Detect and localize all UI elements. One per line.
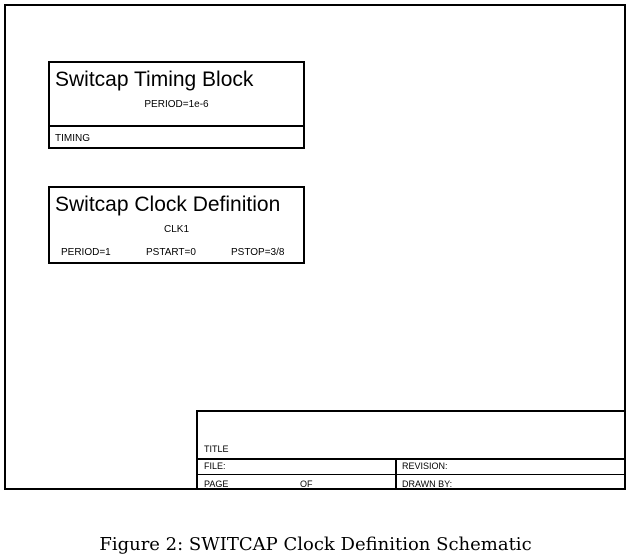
clock-pstart-param: PSTART=0 xyxy=(146,247,196,258)
clock-name: CLK1 xyxy=(163,224,189,235)
drawn-by-label: DRAWN BY: xyxy=(402,479,453,489)
title-block-divider-lower xyxy=(198,474,624,475)
title-block-divider-vertical xyxy=(395,458,397,488)
file-label: FILE: xyxy=(204,461,226,471)
timing-block-title: Switcap Timing Block xyxy=(55,68,254,91)
timing-block-divider xyxy=(50,125,303,127)
clock-period-param: PERIOD=1 xyxy=(61,247,111,258)
timing-block-footer: TIMING xyxy=(55,133,90,144)
switcap-clock-definition-block xyxy=(48,186,305,264)
revision-label: REVISION: xyxy=(402,461,448,471)
figure-caption: Figure 2: SWITCAP Clock Definition Schematic xyxy=(99,534,532,555)
clock-pstop-param: PSTOP=3/8 xyxy=(231,247,285,258)
page-label: PAGE xyxy=(204,479,229,489)
title-block xyxy=(196,410,626,490)
title-block-divider-main xyxy=(198,458,624,460)
switcap-timing-block xyxy=(48,61,305,149)
timing-period-param: PERIOD=1e-6 xyxy=(144,99,209,110)
clock-block-title: Switcap Clock Definition xyxy=(55,193,281,216)
of-label: OF xyxy=(300,479,313,489)
title-label: TITLE xyxy=(204,444,229,454)
